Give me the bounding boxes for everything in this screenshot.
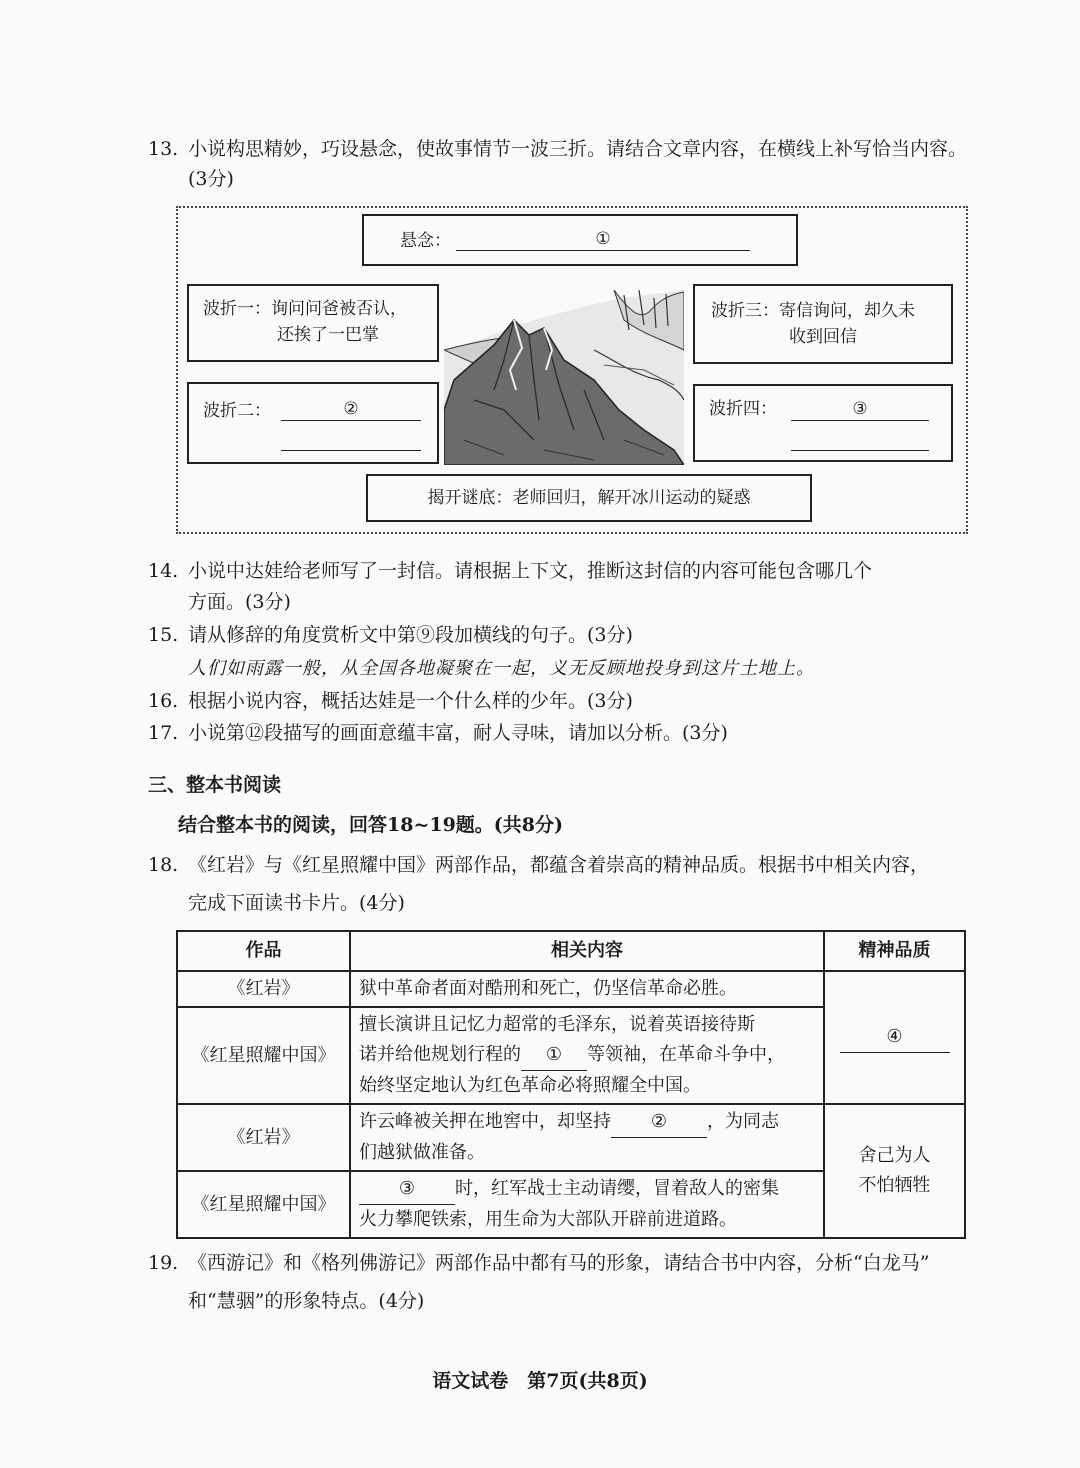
- glacier-mountain-image: [444, 290, 684, 465]
- q13-number: 13.: [148, 138, 179, 160]
- turn2-box: [187, 382, 439, 464]
- reveal-text: 揭开谜底：老师回归，解开冰川运动的疑惑: [427, 488, 751, 508]
- row2-blank[interactable]: ①: [521, 1040, 587, 1071]
- row4-content-a: 时，红军战士主动请缨，冒着敌人的密集: [455, 1178, 779, 1199]
- q18-text: [148, 850, 1048, 880]
- q16-text: [148, 686, 1048, 716]
- section3-heading: 三、整本书阅读: [148, 774, 282, 796]
- row1-work: 《红岩》: [177, 971, 350, 1007]
- q19-number: 19.: [148, 1252, 179, 1274]
- row3-blank[interactable]: ②: [611, 1107, 707, 1138]
- row2-content-line3: 始终坚定地认为红色革命必将照耀全中国。: [359, 1075, 701, 1096]
- turn3-box: [693, 284, 953, 364]
- quality2-line1: 舍己为人: [858, 1145, 931, 1166]
- row2-content-c: 等领袖，在革命斗争中，: [587, 1044, 785, 1065]
- suspense-blank[interactable]: ①: [456, 228, 750, 251]
- row2-content-line2: [359, 1040, 815, 1071]
- q17-prompt: 小说第⑫段描写的画面意蕴丰富，耐人寻味，请加以分析。(3分): [188, 722, 728, 744]
- q19-line2: 和“慧骃”的形象特点。(4分): [188, 1290, 425, 1312]
- q15-number: 15.: [148, 624, 179, 646]
- q19-line1: 《西游记》和《格列佛游记》两部作品中都有马的形象，请结合书中内容，分析“白龙马”: [188, 1252, 930, 1274]
- suspense-label: 悬念：: [400, 231, 451, 251]
- q15-quote: 人们如雨露一般，从全国各地凝聚在一起，义无反顾地投身到这片土地上。: [188, 658, 815, 679]
- row3-content: [350, 1104, 824, 1171]
- header-work: 作品: [177, 931, 350, 971]
- row4-content-line2: 火力攀爬铁索，用生命为大部队开辟前进道路。: [359, 1209, 737, 1230]
- section3-intro: 结合整本书的阅读，回答18~19题。(共8分): [178, 814, 564, 836]
- reveal-box: [366, 474, 812, 522]
- q13-text: [148, 134, 1048, 164]
- q14-line1: 小说中达娃给老师写了一封信。请根据上下文，推断这封信的内容可能包含哪几个: [188, 560, 873, 582]
- row2-content-line1: 擅长演讲且记忆力超常的毛泽东，说着英语接待斯: [359, 1014, 755, 1035]
- quality2-line2: 不怕牺牲: [858, 1175, 931, 1196]
- q15-text: [148, 620, 1048, 650]
- row2-content: [350, 1007, 824, 1104]
- turn2-blank-line2[interactable]: [281, 428, 421, 451]
- turn1-box: [187, 284, 439, 362]
- row4-blank[interactable]: ③: [359, 1174, 455, 1205]
- header-content: 相关内容: [350, 931, 824, 971]
- q17-text: [148, 718, 1048, 748]
- row3-content-b: ，为同志: [707, 1111, 779, 1132]
- turn3-line1: 波折三：寄信询问，却久未: [711, 301, 915, 321]
- q19-text: [148, 1248, 1048, 1278]
- table-header-row: [177, 931, 965, 971]
- row3-content-line1: [359, 1107, 815, 1138]
- turn1-line2: 还挨了一巴掌: [277, 325, 379, 345]
- turn4-blank[interactable]: ③: [791, 398, 929, 421]
- q16-number: 16.: [148, 690, 179, 712]
- page-footer: 语文试卷 第7页(共8页): [432, 1370, 648, 1392]
- quality1-blank[interactable]: ④: [840, 1022, 950, 1053]
- q14-line2: 方面。(3分): [188, 591, 291, 613]
- q18-number: 18.: [148, 854, 179, 876]
- row3-content-line2: 们越狱做准备。: [359, 1142, 485, 1163]
- row4-content-line1: [359, 1174, 815, 1205]
- table-row: [177, 1104, 965, 1171]
- row4-content: [350, 1171, 824, 1238]
- suspense-box: [362, 214, 798, 266]
- q18-line1: 《红岩》与《红星照耀中国》两部作品，都蕴含着崇高的精神品质。根据书中相关内容，: [188, 854, 930, 876]
- turn3-line2: 收到回信: [789, 327, 857, 347]
- turn4-box: [693, 384, 953, 462]
- q13-prompt: 小说构思精妙，巧设悬念，使故事情节一波三折。请结合文章内容，在横线上补写恰当内容。: [188, 138, 968, 160]
- q18-line2: 完成下面读书卡片。(4分): [188, 892, 405, 914]
- q14-text: [148, 556, 1048, 586]
- q17-number: 17.: [148, 722, 179, 744]
- turn1-line1: 波折一：询问问爸被否认，: [203, 299, 407, 319]
- q13-score: (3分): [188, 168, 234, 190]
- row2-work: 《红星照耀中国》: [177, 1007, 350, 1104]
- reading-card-table: [176, 930, 966, 1239]
- row2-content-b: 诺并给他规划行程的: [359, 1044, 521, 1065]
- quality1-cell: [824, 971, 965, 1104]
- q16-prompt: 根据小说内容，概括达娃是一个什么样的少年。(3分): [188, 690, 633, 712]
- q15-prompt: 请从修辞的角度赏析文中第⑨段加横线的句子。(3分): [188, 624, 633, 646]
- quality2-cell: [824, 1104, 965, 1238]
- row3-content-a: 许云峰被关押在地窖中，却坚持: [359, 1111, 611, 1132]
- turn2-blank[interactable]: ②: [281, 398, 421, 421]
- row3-work: 《红岩》: [177, 1104, 350, 1171]
- turn4-blank-line2[interactable]: [791, 428, 929, 451]
- row1-content: 狱中革命者面对酷刑和死亡，仍坚信革命必胜。: [350, 971, 824, 1007]
- table-row: [177, 971, 965, 1007]
- row4-work: 《红星照耀中国》: [177, 1171, 350, 1238]
- q14-number: 14.: [148, 560, 179, 582]
- turn4-label: 波折四：: [709, 399, 777, 419]
- turn2-label: 波折二：: [203, 401, 271, 421]
- header-quality: 精神品质: [824, 931, 965, 971]
